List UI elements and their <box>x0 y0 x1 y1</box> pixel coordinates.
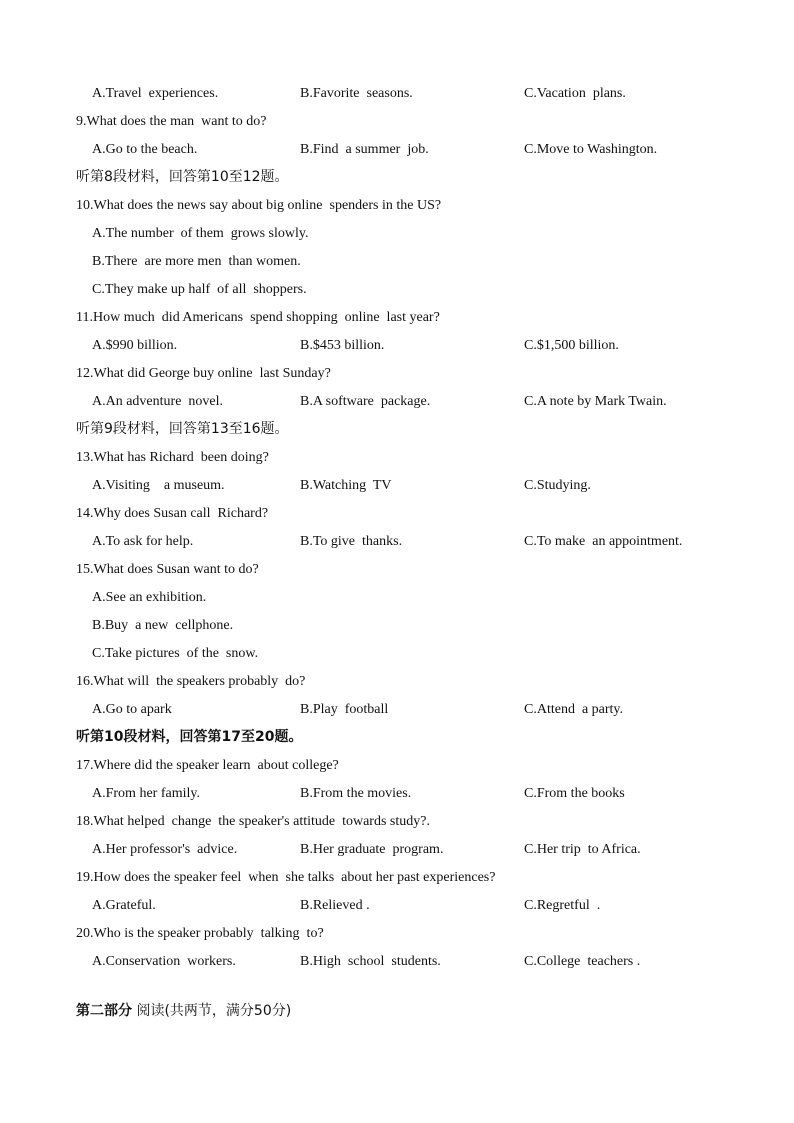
q17-stem: 17.Where did the speaker learn about college? <box>76 758 339 773</box>
part-2-heading <box>76 1003 291 1019</box>
q12-stem: 12.What did George buy online last Sunday? <box>76 366 331 381</box>
q13-stem: 13.What has Richard been doing? <box>76 450 269 465</box>
q9-option-b: B.Find a summer job. <box>300 142 429 157</box>
q18-option-a: A.Her professor's advice. <box>92 842 238 857</box>
q16-stem: 16.What will the speakers probably do? <box>76 674 306 689</box>
q20-option-a: A.Conservation workers. <box>92 954 236 969</box>
q9-option-a: A.Go to the beach. <box>92 142 198 157</box>
q20-stem: 20.Who is the speaker probably talking to? <box>76 926 324 941</box>
section-9-heading: 听第9段材料，回答第13至16题。 <box>76 421 289 437</box>
q16-option-c: C.Attend a party. <box>524 702 624 717</box>
q20-option-b: B.High school students. <box>300 954 441 969</box>
q16-option-b: B.Play football <box>300 702 389 717</box>
q14-option-c: C.To make an appointment. <box>524 534 683 549</box>
q11-option-b: B.$453 billion. <box>300 338 385 353</box>
section-10-heading: 听第10段材料，回答第17至20题。 <box>76 729 303 745</box>
part-2-title: 阅读(共两节，满分50分) <box>132 1003 292 1019</box>
q14-stem: 14.Why does Susan call Richard? <box>76 506 269 521</box>
q18-option-c: C.Her trip to Africa. <box>524 842 641 857</box>
q12-option-c: C.A note by Mark Twain. <box>524 394 667 409</box>
q11-option-c: C.$1,500 billion. <box>524 338 619 353</box>
q13-option-c: C.Studying. <box>524 478 591 493</box>
q19-stem: 19.How does the speaker feel when she talks about her past experiences? <box>76 870 496 885</box>
q17-option-c: C.From the books <box>524 786 625 801</box>
q19-option-a: A.Grateful. <box>92 898 156 913</box>
q15-option-a: A.See an exhibition. <box>92 590 207 605</box>
part-2-label: 第二部分 <box>76 1003 132 1019</box>
q13-option-b: B.Watching TV <box>300 478 392 493</box>
q18-stem: 18.What helped change the speaker's attitude towards study?. <box>76 814 430 829</box>
q19-option-b: B.Relieved . <box>300 898 370 913</box>
q18-option-b: B.Her graduate program. <box>300 842 444 857</box>
q16-option-a: A.Go to apark <box>92 702 172 717</box>
q20-option-c: C.College teachers . <box>524 954 641 969</box>
q17-option-a: A.From her family. <box>92 786 200 801</box>
q19-option-c: C.Regretful . <box>524 898 601 913</box>
q13-option-a: A.Visiting a museum. <box>92 478 225 493</box>
section-8-heading: 听第8段材料，回答第10至12题。 <box>76 169 289 185</box>
q9-stem: 9.What does the man want to do? <box>76 114 267 129</box>
q15-option-b: B.Buy a new cellphone. <box>92 618 234 633</box>
q10-option-a: A.The number of them grows slowly. <box>92 226 309 241</box>
q17-option-b: B.From the movies. <box>300 786 412 801</box>
q15-option-c: C.Take pictures of the snow. <box>92 646 259 661</box>
q14-option-a: A.To ask for help. <box>92 534 194 549</box>
q11-option-a: A.$990 billion. <box>92 338 178 353</box>
q11-stem: 11.How much did Americans spend shopping online last year? <box>76 310 440 325</box>
q12-option-a: A.An adventure novel. <box>92 394 224 409</box>
q15-stem: 15.What does Susan want to do? <box>76 562 259 577</box>
q10-option-c: C.They make up half of all shoppers. <box>92 282 307 297</box>
q12-option-b: B.A software package. <box>300 394 431 409</box>
q10-stem: 10.What does the news say about big online spenders in the US? <box>76 198 442 213</box>
q8-option-b: B.Favorite seasons. <box>300 86 413 101</box>
q10-option-b: B.There are more men than women. <box>92 254 301 269</box>
q8-option-a: A.Travel experiences. <box>92 86 219 101</box>
q14-option-b: B.To give thanks. <box>300 534 403 549</box>
q8-option-c: C.Vacation plans. <box>524 86 626 101</box>
q9-option-c: C.Move to Washington. <box>524 142 658 157</box>
